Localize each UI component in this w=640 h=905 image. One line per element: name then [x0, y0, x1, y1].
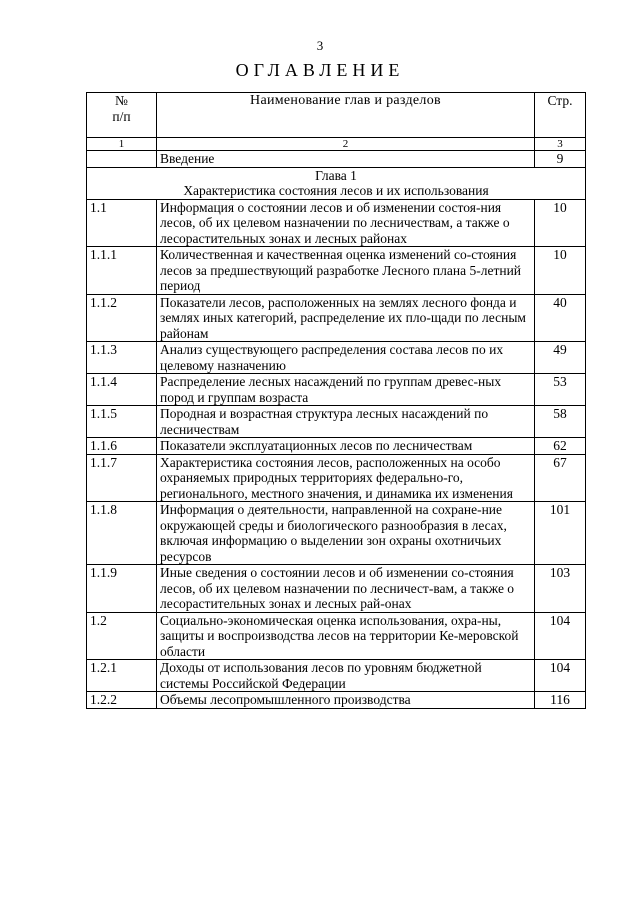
section-page: 104	[535, 612, 586, 660]
section-number: 1.1	[87, 199, 157, 247]
toc-header-row	[87, 93, 586, 138]
column-index-2: 2	[157, 138, 535, 151]
section-number: 1.1.3	[87, 342, 157, 374]
chapter-title: Характеристика состояния лесов и их использования	[183, 183, 489, 198]
toc-row	[87, 342, 586, 374]
column-index-3: 3	[535, 138, 586, 151]
section-title: Объемы лесопромышленного производства	[157, 692, 535, 709]
section-title: Распределение лесных насаждений по группам древес-ных пород и группам возраста	[157, 374, 535, 406]
section-page: 49	[535, 342, 586, 374]
toc-row	[87, 454, 586, 502]
intro-page: 9	[535, 151, 586, 168]
section-title: Породная и возрастная структура лесных насаждений по лесничествам	[157, 406, 535, 438]
section-title: Показатели лесов, расположенных на землях лесного фонда и землях иных категорий, распределение их пло-щади по лесным районам	[157, 294, 535, 342]
section-number: 1.2.1	[87, 660, 157, 692]
section-number: 1.1.1	[87, 247, 157, 295]
header-name: Наименование глав и разделов	[157, 93, 535, 138]
page-title: ОГЛАВЛЕНИЕ	[235, 60, 405, 80]
chapter-row	[87, 167, 586, 199]
intro-num	[87, 151, 157, 168]
section-page: 101	[535, 502, 586, 565]
section-title: Характеристика состояния лесов, расположенных на особо охраняемых природных территориях федерально-го, регионального, местного значения, и динамика их изменения	[157, 454, 535, 502]
header-num: № п/п	[87, 93, 157, 138]
toc-row	[87, 612, 586, 660]
section-page: 62	[535, 438, 586, 455]
section-title: Иные сведения о состоянии лесов и об изменении со-стояния лесов, об их целевом назначении по лесничест-вам, а также о лесорастительных зонах и лесных рай-онах	[157, 565, 535, 613]
intro-name: Введение	[157, 151, 535, 168]
intro-row	[87, 151, 586, 168]
column-index-1: 1	[87, 138, 157, 151]
header-page: Стр.	[535, 93, 586, 138]
section-page: 40	[535, 294, 586, 342]
section-number: 1.2	[87, 612, 157, 660]
section-page: 10	[535, 247, 586, 295]
section-page: 53	[535, 374, 586, 406]
section-number: 1.1.7	[87, 454, 157, 502]
section-page: 116	[535, 692, 586, 709]
section-title: Информация о состоянии лесов и об изменении состоя-ния лесов, об их целевом назначении по лесничествам, а также о лесорастительных зонах и лесных районах	[157, 199, 535, 247]
toc-row	[87, 438, 586, 455]
page-number: 3	[316, 38, 324, 53]
section-page: 10	[535, 199, 586, 247]
section-number: 1.1.9	[87, 565, 157, 613]
toc-row	[87, 692, 586, 709]
section-title: Показатели эксплуатационных лесов по лесничествам	[157, 438, 535, 455]
toc-table	[86, 92, 586, 709]
toc-row	[87, 374, 586, 406]
section-number: 1.1.6	[87, 438, 157, 455]
toc-row	[87, 565, 586, 613]
column-index-row	[87, 138, 586, 151]
section-title: Социально-экономическая оценка использования, охра-ны, защиты и воспроизводства лесов на территории Ке-меровской области	[157, 612, 535, 660]
section-page: 67	[535, 454, 586, 502]
toc-row	[87, 406, 586, 438]
toc-row	[87, 247, 586, 295]
section-page: 103	[535, 565, 586, 613]
section-number: 1.1.4	[87, 374, 157, 406]
chapter-label: Глава 1	[315, 167, 357, 183]
section-page: 58	[535, 406, 586, 438]
section-title: Информация о деятельности, направленной на сохране-ние окружающей среды и биологического разнообразия в лесах, включая информацию о выделении зон охраны охотничьих ресурсов	[157, 502, 535, 565]
toc-row	[87, 294, 586, 342]
section-title: Анализ существующего распределения состава лесов по их целевому назначению	[157, 342, 535, 374]
toc-row	[87, 502, 586, 565]
section-number: 1.2.2	[87, 692, 157, 709]
section-title: Доходы от использования лесов по уровням бюджетной системы Российской Федерации	[157, 660, 535, 692]
toc-row	[87, 660, 586, 692]
section-page: 104	[535, 660, 586, 692]
chapter-heading	[87, 167, 586, 199]
section-number: 1.1.2	[87, 294, 157, 342]
section-number: 1.1.5	[87, 406, 157, 438]
section-number: 1.1.8	[87, 502, 157, 565]
section-title: Количественная и качественная оценка изменений со-стояния лесов за предшествующий разработке Лесного плана 5-летний период	[157, 247, 535, 295]
toc-row	[87, 199, 586, 247]
